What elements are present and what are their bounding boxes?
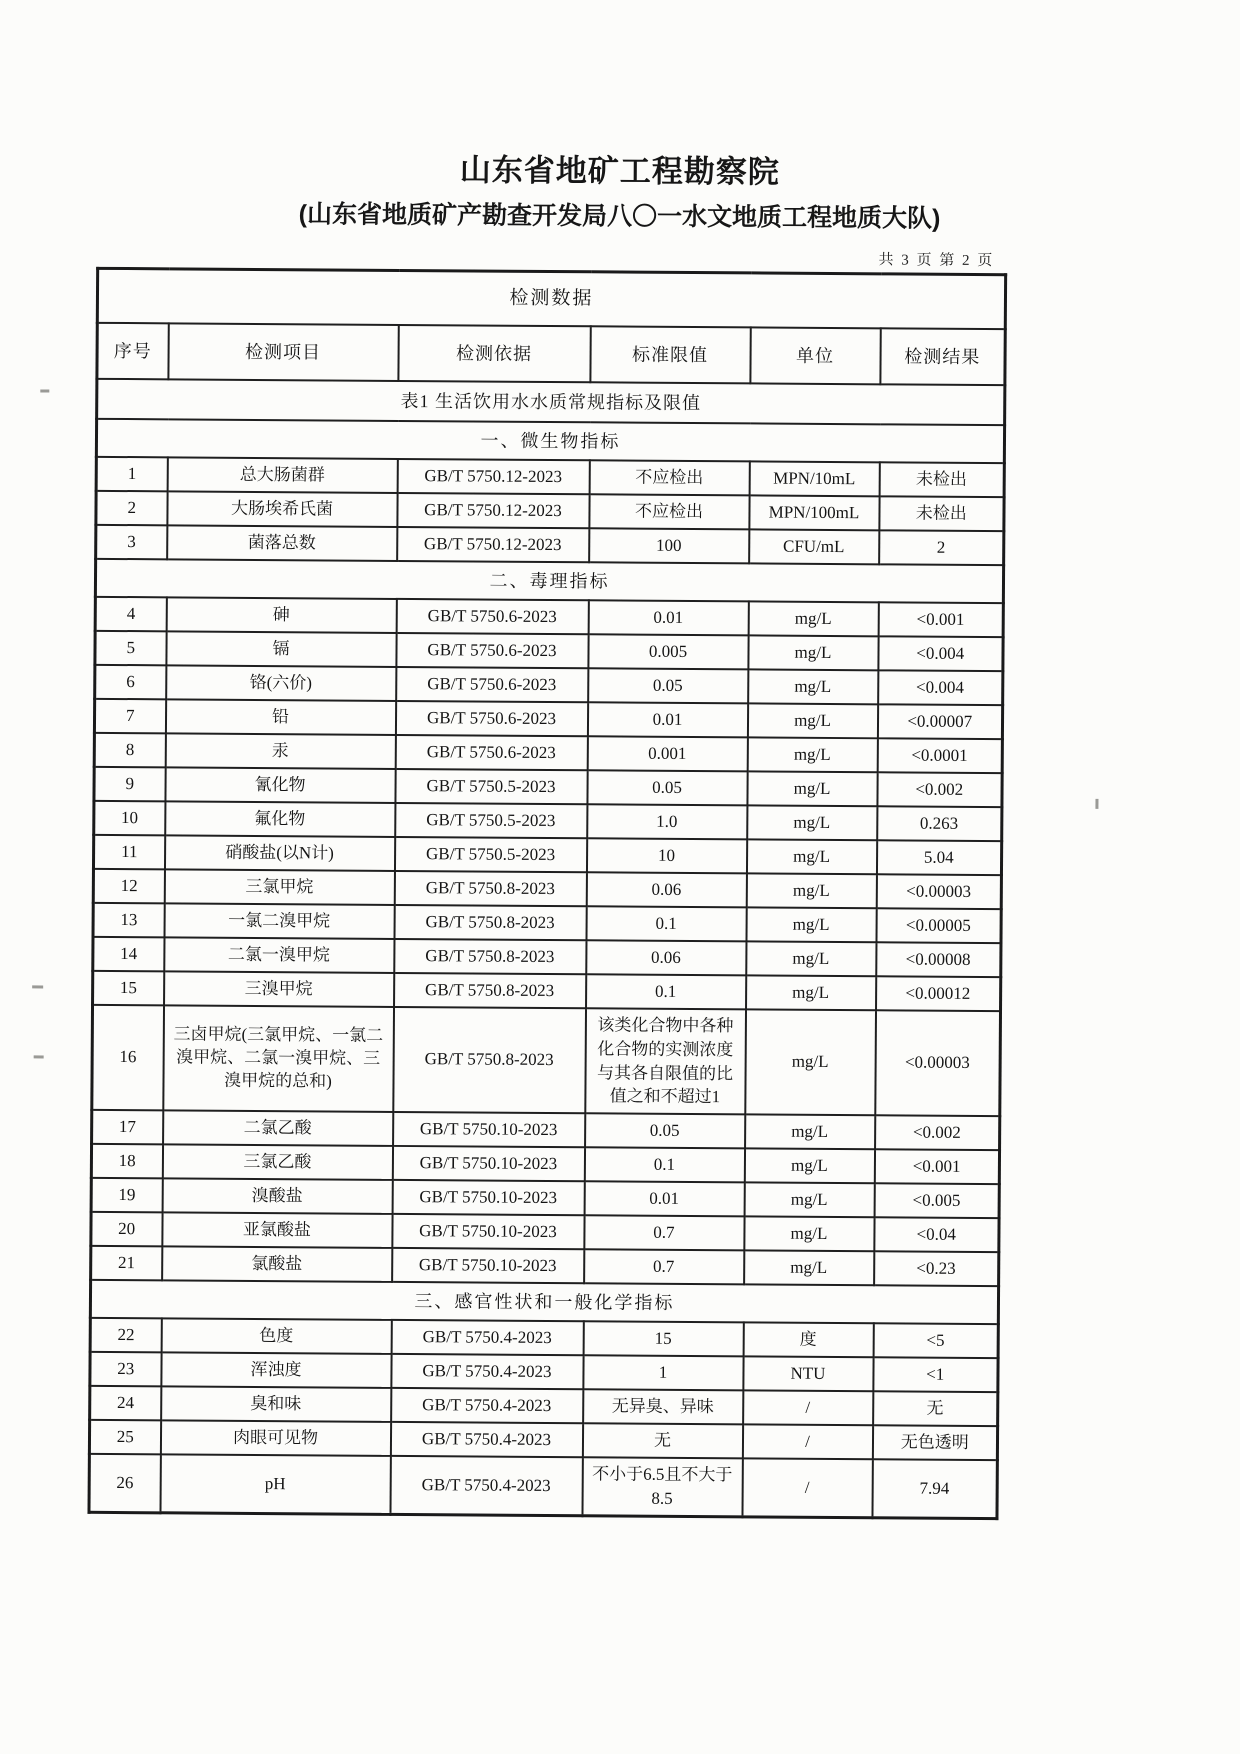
unit-cell: mg/L — [748, 601, 878, 636]
item-cell: 大肠埃希氏菌 — [167, 491, 397, 527]
result-cell: 无 — [873, 1391, 998, 1426]
limit-cell: 100 — [589, 528, 749, 563]
unit-cell: mg/L — [746, 941, 876, 976]
table-title: 表1 生活饮用水水质常规指标及限值 — [97, 379, 1005, 425]
item-cell: 汞 — [165, 733, 395, 769]
limit-cell: 15 — [583, 1321, 743, 1356]
result-cell: <0.23 — [874, 1251, 999, 1286]
section-heading: 一、微生物指标 — [96, 419, 1004, 463]
col-header-item: 检测项目 — [168, 323, 398, 381]
unit-cell: NTU — [743, 1357, 873, 1392]
item-cell: 二氯乙酸 — [163, 1111, 393, 1147]
method-cell: GB/T 5750.8-2023 — [394, 939, 586, 974]
result-cell: <0.0001 — [877, 738, 1002, 773]
result-cell: <0.00003 — [876, 874, 1001, 909]
method-cell: GB/T 5750.5-2023 — [394, 837, 586, 872]
item-cell: 铅 — [165, 699, 395, 735]
table-row — [89, 1454, 997, 1518]
limit-cell: 1 — [583, 1355, 743, 1390]
limit-cell: 0.05 — [585, 1113, 745, 1148]
row-number-cell: 15 — [93, 971, 164, 1005]
row-number-cell: 2 — [96, 491, 167, 525]
unit-cell: mg/L — [747, 703, 877, 738]
col-header-unit: 单位 — [750, 327, 880, 384]
limit-cell: 不应检出 — [589, 460, 749, 495]
limit-cell: 0.7 — [584, 1249, 744, 1284]
col-header-index: 序号 — [97, 323, 168, 379]
result-cell: <0.00007 — [877, 704, 1002, 739]
unit-cell: / — [743, 1391, 873, 1426]
row-number-cell: 25 — [89, 1420, 160, 1454]
unit-cell: MPN/10mL — [749, 461, 879, 496]
item-cell: 二氯一溴甲烷 — [164, 937, 394, 973]
row-number-cell: 3 — [96, 525, 167, 559]
item-cell: 亚氯酸盐 — [162, 1213, 392, 1249]
method-cell: GB/T 5750.10-2023 — [393, 1112, 585, 1147]
item-cell: 肉眼可见物 — [160, 1421, 390, 1457]
result-cell: <0.004 — [878, 670, 1003, 705]
section-heading: 三、感官性状和一般化学指标 — [90, 1280, 998, 1324]
row-number-cell: 10 — [94, 801, 165, 835]
unit-cell: mg/L — [747, 737, 877, 772]
method-cell: GB/T 5750.5-2023 — [395, 803, 587, 838]
item-cell: 铬(六价) — [166, 665, 396, 701]
section-heading: 二、毒理指标 — [95, 559, 1003, 603]
item-cell: 总大肠菌群 — [167, 457, 397, 493]
unit-cell: mg/L — [744, 1217, 874, 1252]
unit-cell: mg/L — [744, 1149, 874, 1184]
limit-cell: 10 — [586, 838, 746, 873]
result-cell: 未检出 — [879, 462, 1004, 497]
scan-artifact — [32, 985, 43, 988]
item-cell: 一氯二溴甲烷 — [164, 903, 394, 939]
item-cell: 三氯甲烷 — [164, 869, 394, 905]
limit-cell: 该类化合物中各种化合物的实测浓度与其各自限值的比值之和不超过1 — [585, 1008, 746, 1114]
column-header-row — [97, 323, 1005, 385]
row-number-cell: 4 — [95, 597, 166, 631]
unit-cell: CFU/mL — [749, 529, 879, 564]
result-cell: 2 — [879, 530, 1004, 565]
row-number-cell: 17 — [92, 1110, 163, 1144]
limit-cell: 0.05 — [587, 770, 747, 805]
limit-cell: 0.01 — [584, 1181, 744, 1216]
limit-cell: 0.1 — [586, 906, 746, 941]
item-cell: 三氯乙酸 — [162, 1145, 392, 1181]
item-cell: 氟化物 — [165, 801, 395, 837]
row-number-cell: 19 — [91, 1178, 162, 1212]
result-cell: 0.263 — [877, 806, 1002, 841]
item-cell: 氰化物 — [165, 767, 395, 803]
page-subtitle: (山东省地质矿产勘查开发局八〇一水文地质工程地质大队) — [298, 200, 941, 233]
row-number-cell: 8 — [94, 733, 165, 767]
unit-cell: mg/L — [744, 1251, 874, 1286]
row-number-cell: 1 — [96, 457, 167, 491]
result-cell: <1 — [873, 1357, 998, 1392]
result-cell: <0.005 — [874, 1183, 999, 1218]
item-cell: 硝酸盐(以N计) — [164, 835, 394, 871]
col-header-method: 检测依据 — [398, 325, 590, 382]
limit-cell: 0.06 — [586, 940, 746, 975]
method-cell: GB/T 5750.10-2023 — [392, 1248, 584, 1283]
test-data-table — [87, 267, 1007, 1520]
result-cell: 无色透明 — [872, 1425, 997, 1460]
unit-cell: / — [742, 1425, 872, 1460]
method-cell: GB/T 5750.5-2023 — [395, 769, 587, 804]
item-cell: 砷 — [166, 597, 396, 633]
limit-cell: 0.7 — [584, 1215, 744, 1250]
unit-cell: mg/L — [744, 1183, 874, 1218]
item-cell: 臭和味 — [161, 1387, 391, 1423]
unit-cell: mg/L — [745, 1115, 875, 1150]
row-number-cell: 22 — [90, 1318, 161, 1352]
method-cell: GB/T 5750.6-2023 — [396, 599, 588, 634]
item-cell: pH — [160, 1455, 390, 1515]
limit-cell: 不小于6.5且不大于8.5 — [582, 1457, 742, 1516]
result-cell: <0.04 — [874, 1217, 999, 1252]
table-caption-row — [97, 268, 1005, 329]
col-header-result: 检测结果 — [880, 328, 1005, 385]
limit-cell: 0.1 — [586, 974, 746, 1009]
unit-cell: mg/L — [747, 771, 877, 806]
row-number-cell: 18 — [91, 1144, 162, 1178]
row-number-cell: 23 — [90, 1352, 161, 1386]
row-number-cell: 24 — [90, 1386, 161, 1420]
item-cell: 三卤甲烷(三氯甲烷、一氯二溴甲烷、二氯一溴甲烷、三溴甲烷的总和) — [163, 1005, 394, 1112]
unit-cell: mg/L — [745, 1009, 876, 1115]
method-cell: GB/T 5750.4-2023 — [390, 1422, 582, 1457]
limit-cell: 0.05 — [588, 668, 748, 703]
method-cell: GB/T 5750.8-2023 — [394, 871, 586, 906]
row-number-cell: 14 — [93, 937, 164, 971]
method-cell: GB/T 5750.12-2023 — [397, 527, 589, 562]
page-title: 山东省地矿工程勘察院 — [459, 152, 780, 190]
row-number-cell: 5 — [95, 631, 166, 665]
limit-cell: 0.01 — [587, 702, 747, 737]
result-cell: <0.00005 — [876, 908, 1001, 943]
method-cell: GB/T 5750.12-2023 — [397, 493, 589, 528]
unit-cell: 度 — [743, 1323, 873, 1358]
item-cell: 溴酸盐 — [162, 1179, 392, 1215]
limit-cell: 0.01 — [588, 600, 748, 635]
table-caption: 检测数据 — [97, 268, 1005, 329]
row-number-cell: 7 — [94, 699, 165, 733]
unit-cell: mg/L — [746, 975, 876, 1010]
result-cell: 7.94 — [872, 1459, 997, 1518]
limit-cell: 无异臭、异味 — [583, 1389, 743, 1424]
limit-cell: 0.1 — [584, 1147, 744, 1182]
limit-cell: 0.06 — [586, 872, 746, 907]
section-heading-row — [90, 1280, 998, 1324]
result-cell: <0.002 — [875, 1115, 1000, 1150]
method-cell: GB/T 5750.8-2023 — [394, 973, 586, 1008]
item-cell: 三溴甲烷 — [164, 971, 394, 1007]
unit-cell: mg/L — [746, 873, 876, 908]
row-number-cell: 13 — [93, 903, 164, 937]
result-cell: <0.004 — [878, 636, 1003, 671]
result-cell: <0.00008 — [876, 942, 1001, 977]
row-number-cell: 9 — [94, 767, 165, 801]
limit-cell: 不应检出 — [589, 494, 749, 529]
method-cell: GB/T 5750.10-2023 — [392, 1146, 584, 1181]
section-heading-row — [95, 559, 1003, 603]
scan-artifact — [1095, 799, 1098, 809]
item-cell: 镉 — [166, 631, 396, 667]
unit-cell: / — [742, 1459, 872, 1518]
result-cell: <0.00003 — [875, 1010, 1001, 1116]
table-row — [92, 1005, 1001, 1117]
row-number-cell: 11 — [93, 835, 164, 869]
section-heading-row — [96, 419, 1004, 463]
method-cell: GB/T 5750.10-2023 — [392, 1214, 584, 1249]
result-cell: 未检出 — [879, 496, 1004, 531]
method-cell: GB/T 5750.6-2023 — [396, 667, 588, 702]
method-cell: GB/T 5750.8-2023 — [394, 905, 586, 940]
scan-artifact — [40, 389, 49, 392]
method-cell: GB/T 5750.8-2023 — [393, 1007, 586, 1114]
limit-cell: 无 — [582, 1423, 742, 1458]
unit-cell: mg/L — [747, 805, 877, 840]
row-number-cell: 20 — [91, 1212, 162, 1246]
result-cell: <0.002 — [877, 772, 1002, 807]
item-cell: 氯酸盐 — [162, 1247, 392, 1283]
row-number-cell: 16 — [92, 1005, 164, 1111]
method-cell: GB/T 5750.10-2023 — [392, 1180, 584, 1215]
result-cell: <0.001 — [878, 602, 1003, 637]
unit-cell: mg/L — [746, 907, 876, 942]
method-cell: GB/T 5750.6-2023 — [395, 701, 587, 736]
item-cell: 浑浊度 — [161, 1353, 391, 1389]
limit-cell: 0.005 — [588, 634, 748, 669]
method-cell: GB/T 5750.4-2023 — [391, 1320, 583, 1355]
unit-cell: mg/L — [746, 839, 876, 874]
page-number-indicator: 共 3 页 第 2 页 — [878, 252, 995, 270]
table-title-row — [97, 379, 1005, 425]
scan-artifact — [34, 1055, 44, 1058]
unit-cell: mg/L — [748, 669, 878, 704]
row-number-cell: 21 — [91, 1246, 162, 1280]
unit-cell: mg/L — [748, 635, 878, 670]
item-cell: 色度 — [161, 1319, 391, 1355]
limit-cell: 0.001 — [587, 736, 747, 771]
result-cell: <0.001 — [874, 1149, 999, 1184]
method-cell: GB/T 5750.6-2023 — [395, 735, 587, 770]
unit-cell: MPN/100mL — [749, 495, 879, 530]
limit-cell: 1.0 — [587, 804, 747, 839]
col-header-limit: 标准限值 — [590, 326, 750, 383]
method-cell: GB/T 5750.4-2023 — [391, 1354, 583, 1389]
result-cell: <0.00012 — [876, 976, 1001, 1011]
method-cell: GB/T 5750.6-2023 — [396, 633, 588, 668]
method-cell: GB/T 5750.4-2023 — [390, 1456, 582, 1515]
result-cell: <5 — [873, 1323, 998, 1358]
item-cell: 菌落总数 — [167, 525, 397, 561]
method-cell: GB/T 5750.4-2023 — [391, 1388, 583, 1423]
row-number-cell: 12 — [93, 869, 164, 903]
row-number-cell: 26 — [89, 1454, 160, 1513]
method-cell: GB/T 5750.12-2023 — [397, 459, 589, 494]
row-number-cell: 6 — [95, 665, 166, 699]
result-cell: 5.04 — [876, 840, 1001, 875]
